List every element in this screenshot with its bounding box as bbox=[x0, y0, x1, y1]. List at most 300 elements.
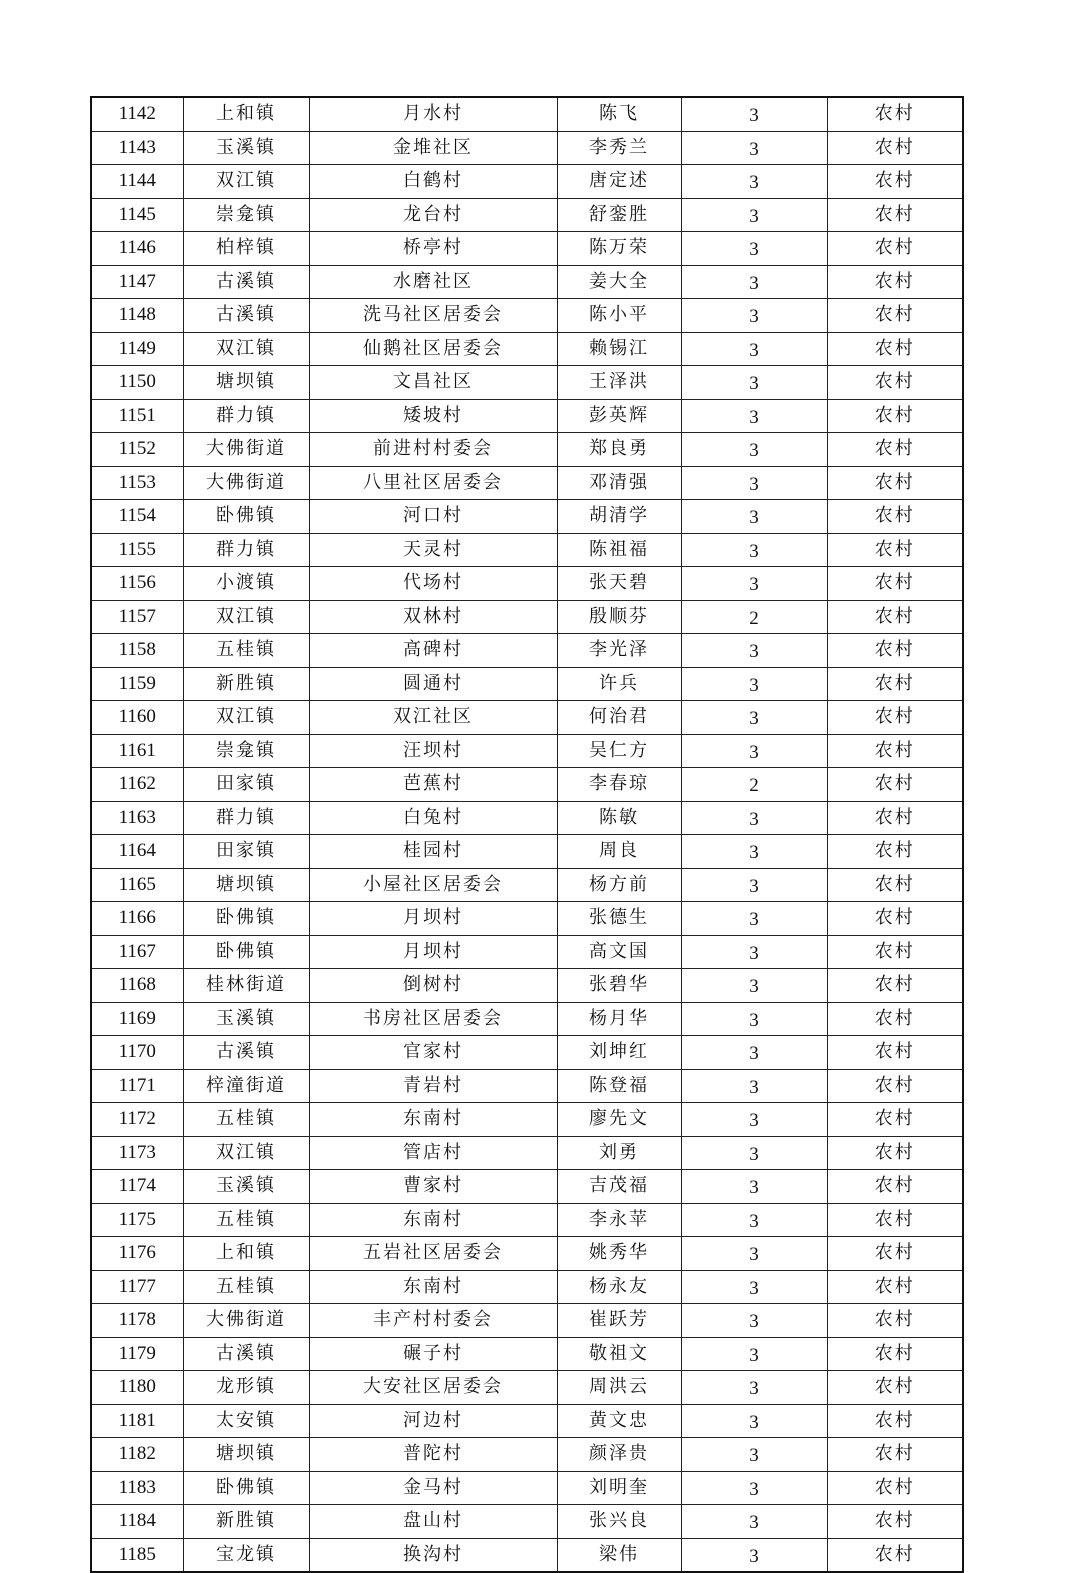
serial-number-cell: 1151 bbox=[91, 399, 183, 433]
serial-number-cell: 1185 bbox=[91, 1538, 183, 1572]
serial-number-cell: 1162 bbox=[91, 768, 183, 802]
town-cell: 桂林街道 bbox=[183, 969, 309, 1003]
count-cell: 3 bbox=[681, 332, 827, 366]
table-row bbox=[91, 265, 963, 299]
person-name-cell: 杨方前 bbox=[557, 868, 681, 902]
village-cell: 白兔村 bbox=[309, 801, 557, 835]
count-cell: 3 bbox=[681, 433, 827, 467]
town-cell: 五桂镇 bbox=[183, 1203, 309, 1237]
category-cell: 农村 bbox=[827, 366, 963, 400]
village-cell: 河边村 bbox=[309, 1404, 557, 1438]
serial-number-cell: 1150 bbox=[91, 366, 183, 400]
table-row bbox=[91, 97, 963, 131]
serial-number-cell: 1164 bbox=[91, 835, 183, 869]
category-cell: 农村 bbox=[827, 701, 963, 735]
category-cell: 农村 bbox=[827, 1471, 963, 1505]
category-cell: 农村 bbox=[827, 1270, 963, 1304]
category-cell: 农村 bbox=[827, 265, 963, 299]
count-cell: 3 bbox=[681, 1304, 827, 1338]
person-name-cell: 敬祖文 bbox=[557, 1337, 681, 1371]
village-cell: 书房社区居委会 bbox=[309, 1002, 557, 1036]
serial-number-cell: 1155 bbox=[91, 533, 183, 567]
count-cell: 3 bbox=[681, 466, 827, 500]
town-cell: 塘坝镇 bbox=[183, 1438, 309, 1472]
category-cell: 农村 bbox=[827, 399, 963, 433]
village-cell: 高碑村 bbox=[309, 634, 557, 668]
category-cell: 农村 bbox=[827, 969, 963, 1003]
count-cell: 3 bbox=[681, 500, 827, 534]
person-name-cell: 陈小平 bbox=[557, 299, 681, 333]
village-cell: 小屋社区居委会 bbox=[309, 868, 557, 902]
table-row bbox=[91, 466, 963, 500]
serial-number-cell: 1161 bbox=[91, 734, 183, 768]
serial-number-cell: 1142 bbox=[91, 97, 183, 131]
village-cell: 文昌社区 bbox=[309, 366, 557, 400]
category-cell: 农村 bbox=[827, 466, 963, 500]
category-cell: 农村 bbox=[827, 567, 963, 601]
person-name-cell: 陈祖福 bbox=[557, 533, 681, 567]
table-row bbox=[91, 500, 963, 534]
serial-number-cell: 1153 bbox=[91, 466, 183, 500]
village-cell: 汪坝村 bbox=[309, 734, 557, 768]
person-name-cell: 李永苹 bbox=[557, 1203, 681, 1237]
category-cell: 农村 bbox=[827, 533, 963, 567]
town-cell: 大佛街道 bbox=[183, 433, 309, 467]
category-cell: 农村 bbox=[827, 902, 963, 936]
serial-number-cell: 1152 bbox=[91, 433, 183, 467]
serial-number-cell: 1148 bbox=[91, 299, 183, 333]
category-cell: 农村 bbox=[827, 868, 963, 902]
category-cell: 农村 bbox=[827, 1237, 963, 1271]
category-cell: 农村 bbox=[827, 1103, 963, 1137]
village-cell: 矮坡村 bbox=[309, 399, 557, 433]
count-cell: 3 bbox=[681, 533, 827, 567]
category-cell: 农村 bbox=[827, 1036, 963, 1070]
count-cell: 3 bbox=[681, 634, 827, 668]
town-cell: 卧佛镇 bbox=[183, 935, 309, 969]
count-cell: 3 bbox=[681, 1069, 827, 1103]
category-cell: 农村 bbox=[827, 97, 963, 131]
person-name-cell: 陈登福 bbox=[557, 1069, 681, 1103]
serial-number-cell: 1178 bbox=[91, 1304, 183, 1338]
table-row bbox=[91, 1538, 963, 1572]
count-cell: 3 bbox=[681, 835, 827, 869]
person-name-cell: 周良 bbox=[557, 835, 681, 869]
count-cell: 3 bbox=[681, 1371, 827, 1405]
category-cell: 农村 bbox=[827, 198, 963, 232]
person-name-cell: 张德生 bbox=[557, 902, 681, 936]
table-row bbox=[91, 131, 963, 165]
table-row bbox=[91, 600, 963, 634]
count-cell: 3 bbox=[681, 165, 827, 199]
table-row bbox=[91, 1136, 963, 1170]
table-row bbox=[91, 835, 963, 869]
village-cell: 双江社区 bbox=[309, 701, 557, 735]
serial-number-cell: 1176 bbox=[91, 1237, 183, 1271]
serial-number-cell: 1184 bbox=[91, 1505, 183, 1539]
town-cell: 田家镇 bbox=[183, 835, 309, 869]
town-cell: 大佛街道 bbox=[183, 1304, 309, 1338]
person-name-cell: 王泽洪 bbox=[557, 366, 681, 400]
town-cell: 五桂镇 bbox=[183, 634, 309, 668]
serial-number-cell: 1146 bbox=[91, 232, 183, 266]
category-cell: 农村 bbox=[827, 165, 963, 199]
person-name-cell: 舒銮胜 bbox=[557, 198, 681, 232]
person-name-cell: 赖锡江 bbox=[557, 332, 681, 366]
count-cell: 3 bbox=[681, 667, 827, 701]
category-cell: 农村 bbox=[827, 935, 963, 969]
town-cell: 卧佛镇 bbox=[183, 500, 309, 534]
count-cell: 3 bbox=[681, 734, 827, 768]
count-cell: 2 bbox=[681, 600, 827, 634]
person-name-cell: 姜大全 bbox=[557, 265, 681, 299]
person-name-cell: 彭英辉 bbox=[557, 399, 681, 433]
village-cell: 前进村村委会 bbox=[309, 433, 557, 467]
table-row bbox=[91, 1069, 963, 1103]
village-cell: 碾子村 bbox=[309, 1337, 557, 1371]
town-cell: 玉溪镇 bbox=[183, 1002, 309, 1036]
table-row bbox=[91, 868, 963, 902]
town-cell: 玉溪镇 bbox=[183, 1170, 309, 1204]
town-cell: 崇龛镇 bbox=[183, 198, 309, 232]
town-cell: 古溪镇 bbox=[183, 1337, 309, 1371]
count-cell: 3 bbox=[681, 299, 827, 333]
serial-number-cell: 1180 bbox=[91, 1371, 183, 1405]
village-cell: 双林村 bbox=[309, 600, 557, 634]
count-cell: 3 bbox=[681, 265, 827, 299]
category-cell: 农村 bbox=[827, 667, 963, 701]
category-cell: 农村 bbox=[827, 332, 963, 366]
person-name-cell: 杨月华 bbox=[557, 1002, 681, 1036]
table-row bbox=[91, 667, 963, 701]
count-cell: 3 bbox=[681, 1270, 827, 1304]
count-cell: 3 bbox=[681, 1471, 827, 1505]
count-cell: 3 bbox=[681, 232, 827, 266]
village-cell: 东南村 bbox=[309, 1203, 557, 1237]
count-cell: 3 bbox=[681, 1170, 827, 1204]
category-cell: 农村 bbox=[827, 500, 963, 534]
town-cell: 塘坝镇 bbox=[183, 868, 309, 902]
serial-number-cell: 1172 bbox=[91, 1103, 183, 1137]
village-cell: 代场村 bbox=[309, 567, 557, 601]
count-cell: 3 bbox=[681, 1438, 827, 1472]
person-name-cell: 廖先文 bbox=[557, 1103, 681, 1137]
category-cell: 农村 bbox=[827, 1438, 963, 1472]
serial-number-cell: 1179 bbox=[91, 1337, 183, 1371]
town-cell: 五桂镇 bbox=[183, 1270, 309, 1304]
person-name-cell: 许兵 bbox=[557, 667, 681, 701]
town-cell: 上和镇 bbox=[183, 1237, 309, 1271]
table-row bbox=[91, 1471, 963, 1505]
category-cell: 农村 bbox=[827, 131, 963, 165]
person-name-cell: 陈敏 bbox=[557, 801, 681, 835]
town-cell: 群力镇 bbox=[183, 399, 309, 433]
village-cell: 换沟村 bbox=[309, 1538, 557, 1572]
village-cell: 曹家村 bbox=[309, 1170, 557, 1204]
table-row bbox=[91, 1270, 963, 1304]
count-cell: 3 bbox=[681, 1203, 827, 1237]
person-name-cell: 何治君 bbox=[557, 701, 681, 735]
table-row bbox=[91, 533, 963, 567]
table-row bbox=[91, 969, 963, 1003]
person-name-cell: 高文国 bbox=[557, 935, 681, 969]
count-cell: 3 bbox=[681, 1505, 827, 1539]
serial-number-cell: 1170 bbox=[91, 1036, 183, 1070]
category-cell: 农村 bbox=[827, 1170, 963, 1204]
category-cell: 农村 bbox=[827, 1002, 963, 1036]
person-name-cell: 周洪云 bbox=[557, 1371, 681, 1405]
table-row bbox=[91, 1002, 963, 1036]
serial-number-cell: 1177 bbox=[91, 1270, 183, 1304]
serial-number-cell: 1144 bbox=[91, 165, 183, 199]
person-name-cell: 张兴良 bbox=[557, 1505, 681, 1539]
serial-number-cell: 1173 bbox=[91, 1136, 183, 1170]
category-cell: 农村 bbox=[827, 835, 963, 869]
table-row bbox=[91, 801, 963, 835]
village-cell: 东南村 bbox=[309, 1103, 557, 1137]
table-row bbox=[91, 1404, 963, 1438]
village-cell: 东南村 bbox=[309, 1270, 557, 1304]
village-cell: 圆通村 bbox=[309, 667, 557, 701]
category-cell: 农村 bbox=[827, 299, 963, 333]
person-name-cell: 刘勇 bbox=[557, 1136, 681, 1170]
town-cell: 新胜镇 bbox=[183, 667, 309, 701]
category-cell: 农村 bbox=[827, 1069, 963, 1103]
count-cell: 3 bbox=[681, 902, 827, 936]
count-cell: 3 bbox=[681, 1538, 827, 1572]
category-cell: 农村 bbox=[827, 768, 963, 802]
table-row bbox=[91, 1170, 963, 1204]
village-cell: 月坝村 bbox=[309, 935, 557, 969]
village-cell: 桂园村 bbox=[309, 835, 557, 869]
village-cell: 青岩村 bbox=[309, 1069, 557, 1103]
roster-table bbox=[90, 96, 964, 1573]
category-cell: 农村 bbox=[827, 1505, 963, 1539]
village-cell: 河口村 bbox=[309, 500, 557, 534]
person-name-cell: 唐定述 bbox=[557, 165, 681, 199]
count-cell: 3 bbox=[681, 1036, 827, 1070]
serial-number-cell: 1158 bbox=[91, 634, 183, 668]
person-name-cell: 殷顺芬 bbox=[557, 600, 681, 634]
town-cell: 双江镇 bbox=[183, 600, 309, 634]
town-cell: 双江镇 bbox=[183, 1136, 309, 1170]
person-name-cell: 刘明奎 bbox=[557, 1471, 681, 1505]
village-cell: 龙台村 bbox=[309, 198, 557, 232]
town-cell: 双江镇 bbox=[183, 165, 309, 199]
serial-number-cell: 1149 bbox=[91, 332, 183, 366]
category-cell: 农村 bbox=[827, 1371, 963, 1405]
person-name-cell: 陈飞 bbox=[557, 97, 681, 131]
town-cell: 古溪镇 bbox=[183, 265, 309, 299]
person-name-cell: 张天碧 bbox=[557, 567, 681, 601]
table-row bbox=[91, 768, 963, 802]
town-cell: 新胜镇 bbox=[183, 1505, 309, 1539]
category-cell: 农村 bbox=[827, 1203, 963, 1237]
serial-number-cell: 1154 bbox=[91, 500, 183, 534]
town-cell: 柏梓镇 bbox=[183, 232, 309, 266]
village-cell: 普陀村 bbox=[309, 1438, 557, 1472]
category-cell: 农村 bbox=[827, 600, 963, 634]
table-row bbox=[91, 701, 963, 735]
category-cell: 农村 bbox=[827, 801, 963, 835]
village-cell: 倒树村 bbox=[309, 969, 557, 1003]
table-row bbox=[91, 1203, 963, 1237]
town-cell: 塘坝镇 bbox=[183, 366, 309, 400]
serial-number-cell: 1159 bbox=[91, 667, 183, 701]
town-cell: 太安镇 bbox=[183, 1404, 309, 1438]
table-row bbox=[91, 1371, 963, 1405]
count-cell: 2 bbox=[681, 768, 827, 802]
serial-number-cell: 1165 bbox=[91, 868, 183, 902]
village-cell: 月坝村 bbox=[309, 902, 557, 936]
village-cell: 仙鹅社区居委会 bbox=[309, 332, 557, 366]
roster-body bbox=[91, 97, 963, 1572]
category-cell: 农村 bbox=[827, 1404, 963, 1438]
serial-number-cell: 1166 bbox=[91, 902, 183, 936]
person-name-cell: 李秀兰 bbox=[557, 131, 681, 165]
town-cell: 宝龙镇 bbox=[183, 1538, 309, 1572]
category-cell: 农村 bbox=[827, 1337, 963, 1371]
table-row bbox=[91, 198, 963, 232]
serial-number-cell: 1160 bbox=[91, 701, 183, 735]
person-name-cell: 吉茂福 bbox=[557, 1170, 681, 1204]
table-row bbox=[91, 1103, 963, 1137]
count-cell: 3 bbox=[681, 935, 827, 969]
person-name-cell: 颜泽贵 bbox=[557, 1438, 681, 1472]
table-row bbox=[91, 366, 963, 400]
town-cell: 古溪镇 bbox=[183, 299, 309, 333]
person-name-cell: 杨永友 bbox=[557, 1270, 681, 1304]
category-cell: 农村 bbox=[827, 1304, 963, 1338]
person-name-cell: 姚秀华 bbox=[557, 1237, 681, 1271]
village-cell: 芭蕉村 bbox=[309, 768, 557, 802]
village-cell: 金马村 bbox=[309, 1471, 557, 1505]
table-row bbox=[91, 165, 963, 199]
person-name-cell: 崔跃芳 bbox=[557, 1304, 681, 1338]
serial-number-cell: 1169 bbox=[91, 1002, 183, 1036]
person-name-cell: 李春琼 bbox=[557, 768, 681, 802]
table-row bbox=[91, 567, 963, 601]
category-cell: 农村 bbox=[827, 433, 963, 467]
town-cell: 双江镇 bbox=[183, 701, 309, 735]
table-row bbox=[91, 734, 963, 768]
count-cell: 3 bbox=[681, 701, 827, 735]
table-row bbox=[91, 1337, 963, 1371]
serial-number-cell: 1183 bbox=[91, 1471, 183, 1505]
village-cell: 桥亭村 bbox=[309, 232, 557, 266]
person-name-cell: 梁伟 bbox=[557, 1538, 681, 1572]
table-row bbox=[91, 1237, 963, 1271]
table-row bbox=[91, 634, 963, 668]
category-cell: 农村 bbox=[827, 1538, 963, 1572]
village-cell: 八里社区居委会 bbox=[309, 466, 557, 500]
village-cell: 天灵村 bbox=[309, 533, 557, 567]
town-cell: 大佛街道 bbox=[183, 466, 309, 500]
serial-number-cell: 1157 bbox=[91, 600, 183, 634]
count-cell: 3 bbox=[681, 1136, 827, 1170]
person-name-cell: 黄文忠 bbox=[557, 1404, 681, 1438]
person-name-cell: 邓清强 bbox=[557, 466, 681, 500]
town-cell: 龙形镇 bbox=[183, 1371, 309, 1405]
count-cell: 3 bbox=[681, 198, 827, 232]
serial-number-cell: 1175 bbox=[91, 1203, 183, 1237]
table-row bbox=[91, 232, 963, 266]
count-cell: 3 bbox=[681, 1103, 827, 1137]
town-cell: 田家镇 bbox=[183, 768, 309, 802]
count-cell: 3 bbox=[681, 1337, 827, 1371]
village-cell: 水磨社区 bbox=[309, 265, 557, 299]
table-row bbox=[91, 1505, 963, 1539]
count-cell: 3 bbox=[681, 399, 827, 433]
count-cell: 3 bbox=[681, 567, 827, 601]
table-row bbox=[91, 1036, 963, 1070]
count-cell: 3 bbox=[681, 97, 827, 131]
serial-number-cell: 1147 bbox=[91, 265, 183, 299]
serial-number-cell: 1181 bbox=[91, 1404, 183, 1438]
category-cell: 农村 bbox=[827, 1136, 963, 1170]
town-cell: 小渡镇 bbox=[183, 567, 309, 601]
category-cell: 农村 bbox=[827, 734, 963, 768]
count-cell: 3 bbox=[681, 868, 827, 902]
table-row bbox=[91, 1438, 963, 1472]
village-cell: 官家村 bbox=[309, 1036, 557, 1070]
serial-number-cell: 1168 bbox=[91, 969, 183, 1003]
table-row bbox=[91, 433, 963, 467]
town-cell: 群力镇 bbox=[183, 801, 309, 835]
table-row bbox=[91, 299, 963, 333]
town-cell: 玉溪镇 bbox=[183, 131, 309, 165]
village-cell: 五岩社区居委会 bbox=[309, 1237, 557, 1271]
town-cell: 五桂镇 bbox=[183, 1103, 309, 1137]
person-name-cell: 刘坤红 bbox=[557, 1036, 681, 1070]
town-cell: 卧佛镇 bbox=[183, 902, 309, 936]
town-cell: 崇龛镇 bbox=[183, 734, 309, 768]
count-cell: 3 bbox=[681, 1237, 827, 1271]
count-cell: 3 bbox=[681, 1002, 827, 1036]
serial-number-cell: 1156 bbox=[91, 567, 183, 601]
village-cell: 大安社区居委会 bbox=[309, 1371, 557, 1405]
count-cell: 3 bbox=[681, 801, 827, 835]
count-cell: 3 bbox=[681, 969, 827, 1003]
town-cell: 群力镇 bbox=[183, 533, 309, 567]
serial-number-cell: 1171 bbox=[91, 1069, 183, 1103]
table-row bbox=[91, 1304, 963, 1338]
serial-number-cell: 1163 bbox=[91, 801, 183, 835]
table-row bbox=[91, 332, 963, 366]
town-cell: 卧佛镇 bbox=[183, 1471, 309, 1505]
category-cell: 农村 bbox=[827, 634, 963, 668]
table-row bbox=[91, 399, 963, 433]
person-name-cell: 陈万荣 bbox=[557, 232, 681, 266]
village-cell: 金堆社区 bbox=[309, 131, 557, 165]
serial-number-cell: 1182 bbox=[91, 1438, 183, 1472]
town-cell: 上和镇 bbox=[183, 97, 309, 131]
village-cell: 月水村 bbox=[309, 97, 557, 131]
person-name-cell: 李光泽 bbox=[557, 634, 681, 668]
village-cell: 管店村 bbox=[309, 1136, 557, 1170]
village-cell: 白鹤村 bbox=[309, 165, 557, 199]
person-name-cell: 胡清学 bbox=[557, 500, 681, 534]
category-cell: 农村 bbox=[827, 232, 963, 266]
village-cell: 丰产村村委会 bbox=[309, 1304, 557, 1338]
person-name-cell: 吴仁方 bbox=[557, 734, 681, 768]
person-name-cell: 郑良勇 bbox=[557, 433, 681, 467]
town-cell: 古溪镇 bbox=[183, 1036, 309, 1070]
count-cell: 3 bbox=[681, 366, 827, 400]
serial-number-cell: 1145 bbox=[91, 198, 183, 232]
village-cell: 盘山村 bbox=[309, 1505, 557, 1539]
count-cell: 3 bbox=[681, 1404, 827, 1438]
